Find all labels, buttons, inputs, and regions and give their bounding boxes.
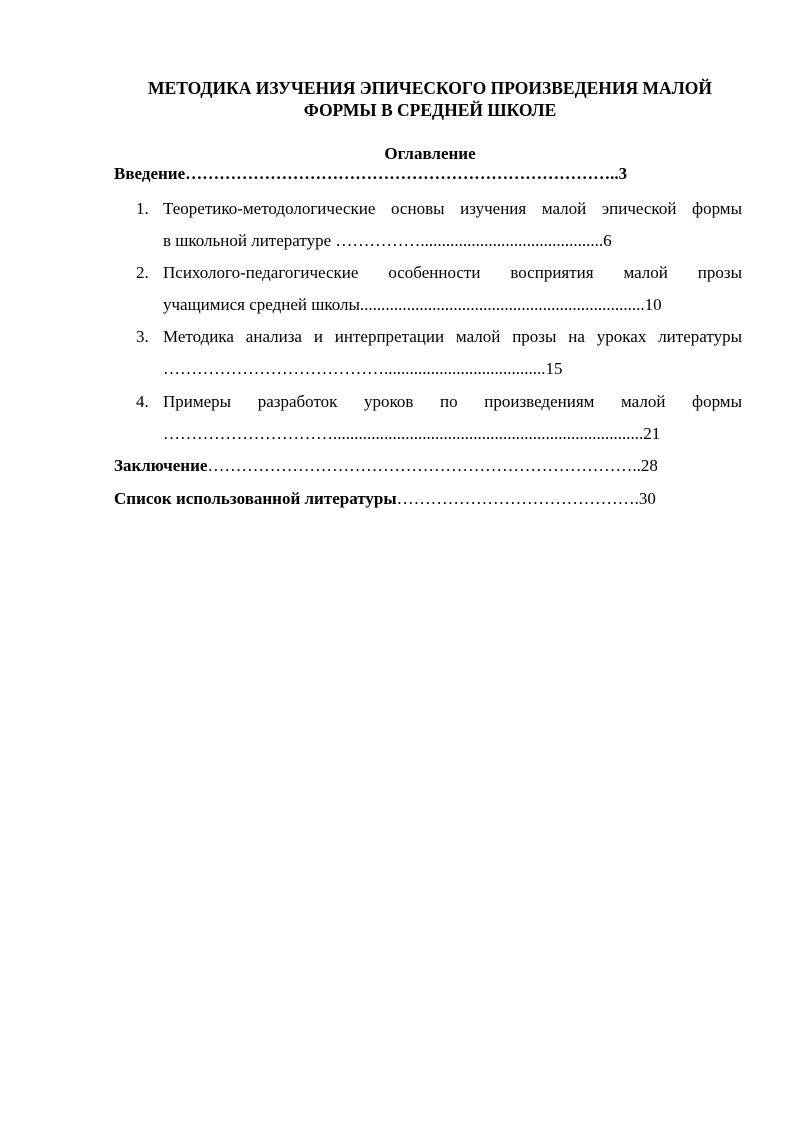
toc-item-3-line-1: Методика анализа и интерпретации малой прозы на уроках литературы: [163, 327, 742, 346]
toc-item-4-line-1: Примеры разработок уроков по произведениям малой формы: [163, 392, 742, 411]
title-line-1: МЕТОДИКА ИЗУЧЕНИЯ ЭПИЧЕСКОГО ПРОИЗВЕДЕНИЯ МАЛОЙ: [148, 78, 712, 98]
toc-item-number: 2.: [136, 263, 149, 282]
toc-item-1-line-2: в школьной литературе ……………...........................................6: [163, 231, 612, 250]
toc-references-tail: …………………………………….30: [396, 489, 656, 508]
toc-entry-intro: Введение…………………………………………………………………..3: [114, 164, 628, 183]
toc-item-3-line-2: …………………………………......................................15: [163, 359, 563, 378]
toc-item-1-line-1: Теоретико-методологические основы изучения малой эпической формы: [163, 199, 742, 218]
toc-conclusion-label: Заключение: [114, 456, 208, 475]
toc-entry-conclusion: [114, 456, 734, 476]
toc-item-4-line-2: ………………………….........................................................................21: [163, 424, 661, 443]
toc-conclusion-tail: …………………………………………………………………..28: [207, 456, 658, 475]
toc-item-2-line-1: Психолого-педагогические особенности восприятия малой прозы: [163, 263, 742, 282]
toc-item-number: 1.: [136, 199, 149, 218]
toc-heading: Оглавление: [384, 144, 476, 163]
toc-item-2-line-2: учащимися средней школы...................................................................10: [163, 295, 662, 314]
toc-entry-references: [114, 489, 734, 509]
toc-item-number: 4.: [136, 392, 149, 411]
toc-item-number: 3.: [136, 327, 149, 346]
document-title: [110, 77, 750, 121]
toc-references-label: Список использованной литературы: [114, 489, 397, 508]
title-line-2: ФОРМЫ В СРЕДНЕЙ ШКОЛЕ: [303, 100, 557, 120]
